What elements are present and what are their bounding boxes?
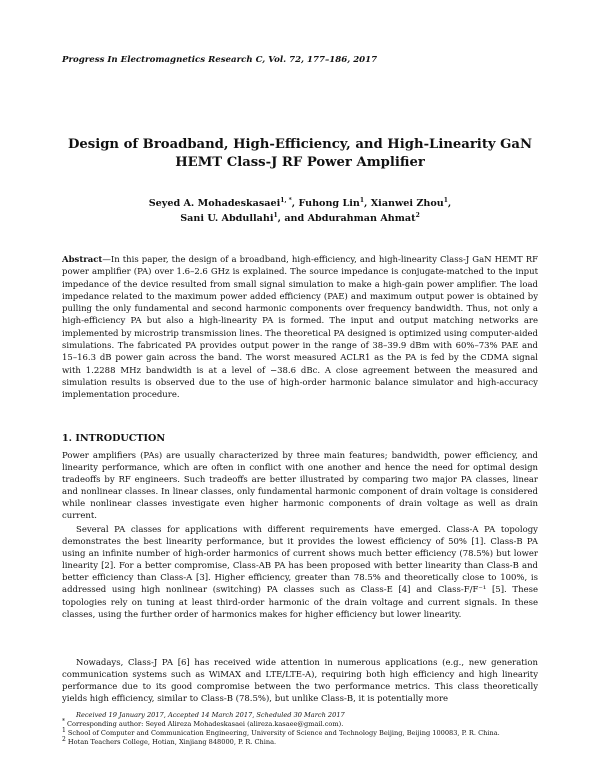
author-list [62, 196, 538, 226]
footnote-affiliation-1 [62, 729, 538, 738]
body-paragraph: Power amplifiers (PAs) are usually characterized by three main features; bandwidth, power efficiency, and linearity performance, which are often in conflict with one another and hence the need for optimal design tradeoffs by RF engineers. Such tradeoffs are better illustrated by comparing two major PA classes, linear and nonlinear classes. In linear classes, only fundamental harmonic component of drain voltage is considered while nonlinear classes investigate even higher harmonic components of drain voltage as well as drain current. [62, 451, 538, 522]
abstract-text: —In this paper, the design of a broadband, high-efficiency, and high-linearity Class-J GaN HEMT RF power amplifier (PA) over 1.6–2.6 GHz is explained. The source impedance is conjugate-matched to the input impedance of the device resulted from small signal simulation to make a high-gain power amplifier. The load impedance related to the maximum power added efficiency (PAE) and maximum output power is obtained by pulling the only fundamental and second harmonic components over frequency bandwidth. Thus, not only a high-efficiency PA but also a high-linearity PA is formed. The input and output matching networks are implemented by microstrip transmission lines. The theoretical PA designed is optimized using computer-aided simulations. The fabricated PA provides output power in the range of 38–39.9 dBm with 60%–73% PAE and 15–16.3 dB power gain across the band. The worst measured ACLR1 as the PA is fed by the CDMA signal with 1.2288 MHz bandwidth is at a level of −38.6 dBc. A close agreement between the measured and simulation results is observed due to the use of high-order harmonic balance simulator and high-accuracy implementation procedure. [62, 255, 538, 401]
author-separator: , [447, 198, 452, 209]
footnote-mark: 1 [62, 727, 66, 734]
author-affiliation-mark: 1 [443, 196, 448, 204]
author-separator: , and [277, 213, 308, 224]
author-affiliation-mark: 1, * [280, 196, 292, 204]
author-affiliation-mark: 2 [415, 211, 420, 219]
body-paragraph: Nowadays, Class-J PA [6] has received wide attention in numerous applications (e.g., new generation communication systems such as WiMAX and LTE/LTE-A), requiring both high efficiency and high linearity performance due to its good compromise between the two performance metrics. This class theoretically yields high efficiency, similar to Class-B (78.5%), but unlike Class-B, it is potentially more [62, 658, 538, 705]
title-line-1: Design of Broadband, High-Efficiency, and High-Linearity GaN [67, 137, 533, 152]
footnote-text: Hotan Teachers College, Hotian, Xinjiang 848000, P. R. China. [67, 738, 277, 747]
footnote-text: Corresponding author: Seyed Alireza Mohadeskasaei (alireza.kasaee@gmail.com). [67, 720, 344, 729]
author-name: Seyed A. Mohadeskasaei [148, 198, 281, 209]
author-separator: , [364, 198, 371, 209]
journal-header: Progress In Electromagnetics Research C, Vol. 72, 177–186, 2017 [62, 55, 378, 65]
author-line-2 [62, 211, 538, 226]
footnote-text: School of Computer and Communication Engineering, University of Science and Technology Beijing, Beijing 100083, P. R. China. [67, 729, 500, 738]
author-line-1 [62, 196, 538, 211]
author-separator: , [291, 198, 299, 209]
author-affiliation-mark: 1 [273, 211, 278, 219]
author-name: Fuhong Lin [298, 198, 360, 209]
author-affiliation-mark: 1 [359, 196, 365, 204]
abstract-label: Abstract [62, 255, 103, 265]
footnote-mark: * [62, 717, 65, 725]
footnote-corresponding [62, 717, 538, 729]
section-heading: 1. INTRODUCTION [62, 433, 166, 444]
author-name: Sani U. Abdullahi [180, 213, 274, 224]
footnote-affiliation-2 [62, 738, 538, 747]
author-name: Xianwei Zhou [370, 198, 444, 209]
footnote-mark: 2 [62, 736, 66, 744]
author-name: Abdurahman Ahmat [307, 213, 416, 224]
received-dates: Received 19 January 2017, Accepted 14 March 2017, Scheduled 30 March 2017 [76, 711, 345, 719]
body-paragraph: Several PA classes for applications with different requirements have emerged. Class-A PA topology demonstrates the best linearity performance, but it provides the lowest efficiency of 50% [1]. Class-B PA using an infinite number of high-order harmonics of current shows much better efficiency (78.5%) but lower linearity [2]. For a better compromise, Class-AB PA has been proposed with better linearity than Class-B and better efficiency than Class-A [3]. Higher efficiency, greater than 78.5% and theoretically close to 100%, is addressed using high nonlinear (switching) PA classes such as Class-E [4] and Class-F/F⁻¹ [5]. These topologies rely on tuning at least third-order harmonic of the drain voltage and current signals. In these classes, using the further order of harmonics makes for higher efficiency but lower linearity. [62, 525, 538, 620]
title-line-2: HEMT Class-J RF Power Amplifier [175, 155, 425, 170]
footnotes [62, 711, 538, 747]
paper-title [62, 136, 538, 172]
abstract [62, 254, 538, 402]
